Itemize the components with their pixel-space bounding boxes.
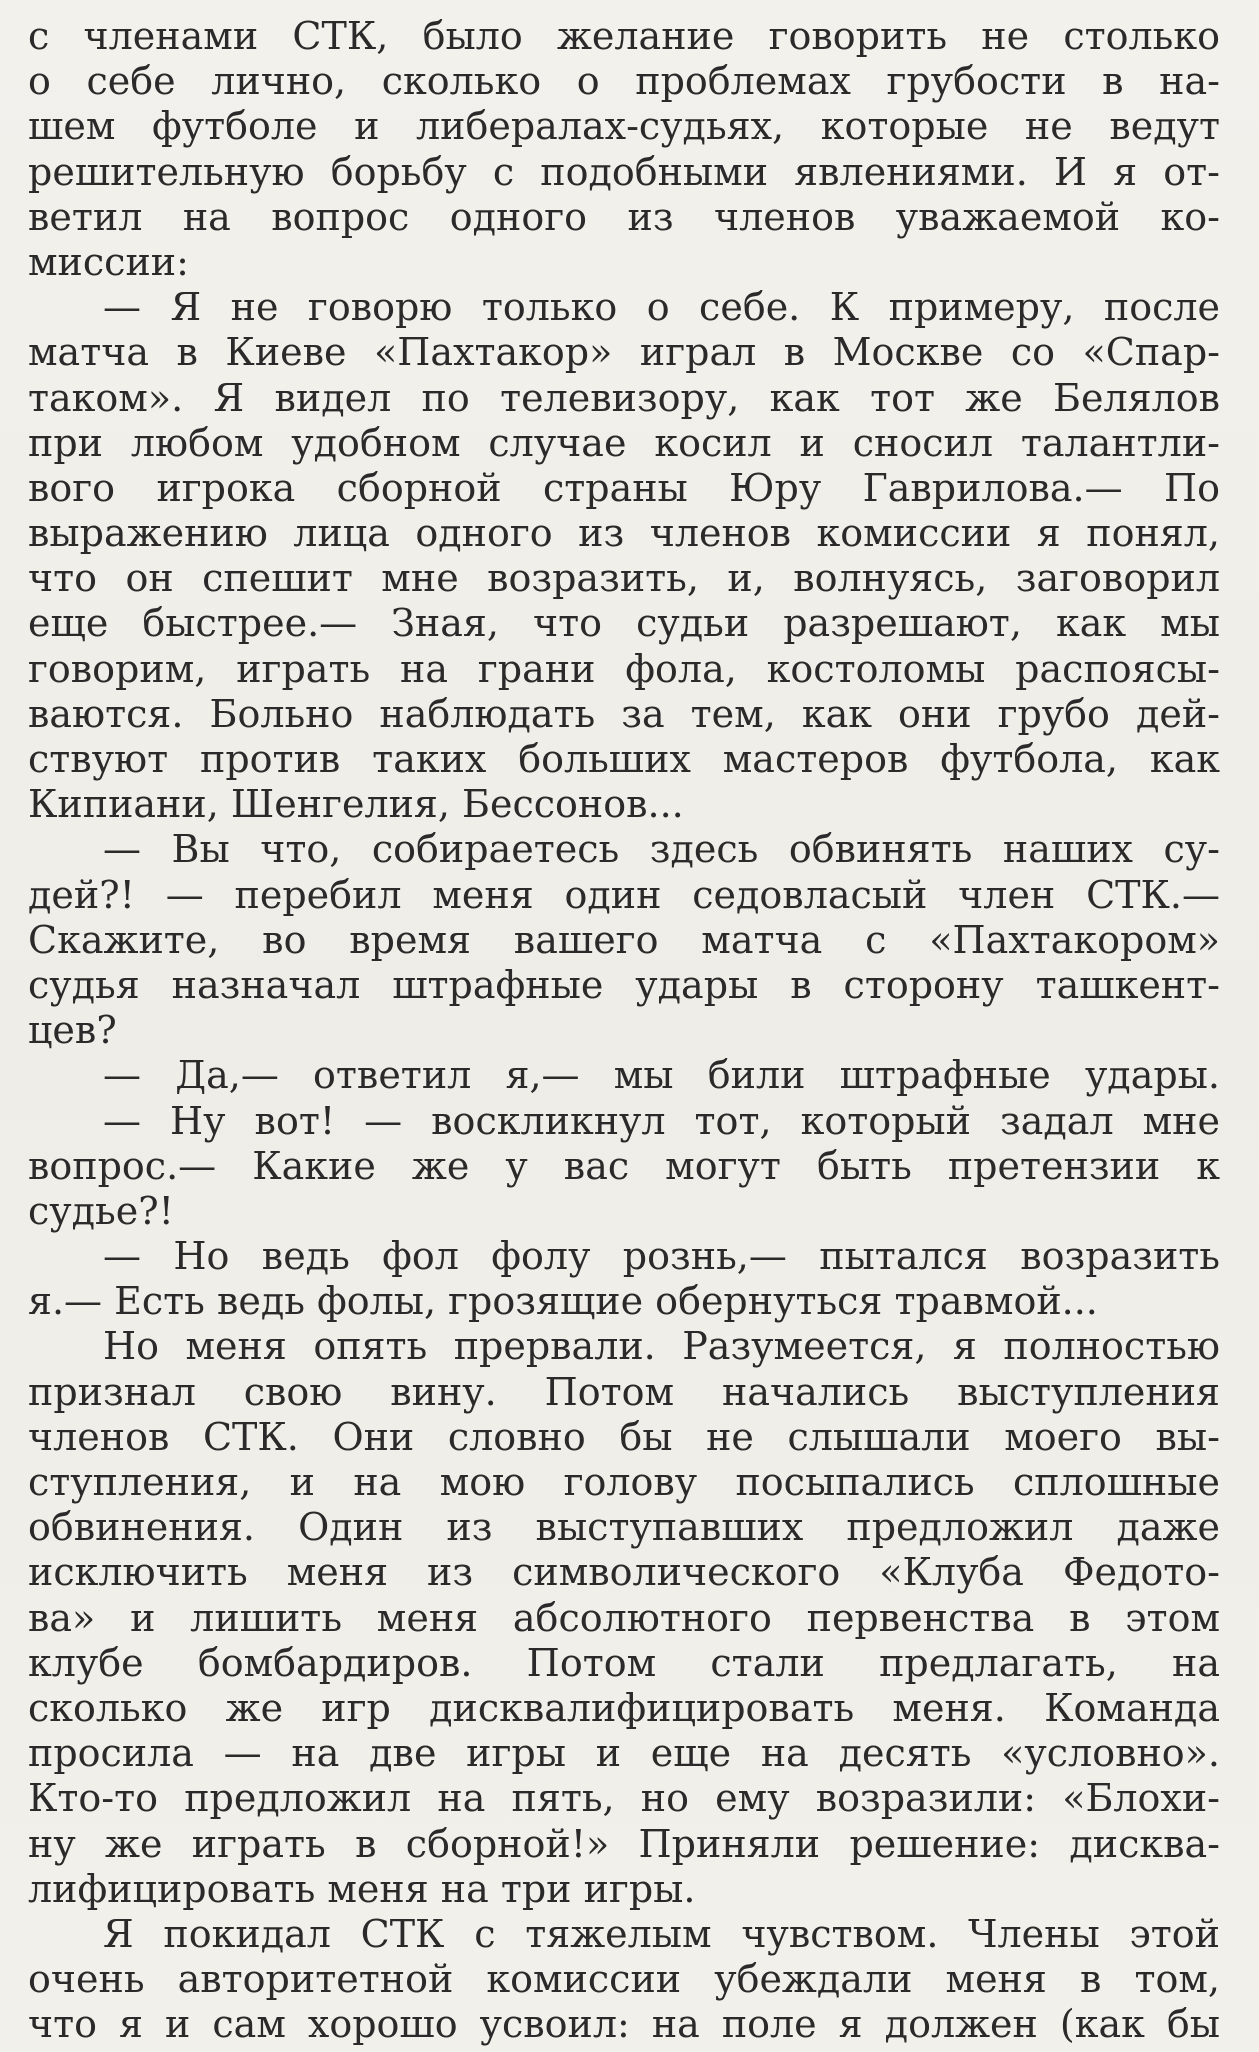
text-line: обвинения. Один из выступавших предложил даже	[28, 1505, 1220, 1550]
text-line: Но меня опять прервали. Разумеется, я полностью	[103, 1324, 1220, 1369]
text-line: вопрос.— Какие же у вас могут быть претензии к	[28, 1143, 1220, 1188]
text-line: ствуют против таких больших мастеров футбола, как	[28, 737, 1220, 781]
text-line: цев?	[28, 1008, 117, 1053]
text-line: исключить меня из символического «Клуба Федото-	[28, 1550, 1220, 1595]
text-line: еще быстрее.— Зная, что судьи разрешают, как мы	[28, 601, 1220, 646]
text-line: ну же играть в сборной!» Приняли решение: дисква-	[28, 1821, 1220, 1866]
text-line: Кто-то предложил на пять, но ему возразили: «Блохи-	[28, 1776, 1220, 1821]
text-line: судье?!	[28, 1188, 174, 1233]
text-line: выражению лица одного из членов комиссии я понял,	[28, 511, 1220, 556]
text-line: матча в Киеве «Пахтакор» играл в Москве со «Спар-	[28, 330, 1220, 375]
text-line: говорим, играть на грани фола, костоломы распоясы-	[28, 646, 1220, 691]
text-line: Я покидал СТК с тяжелым чувством. Члены этой	[103, 1911, 1220, 1956]
text-line: — Но ведь фол фолу рознь,— пытался возразить	[103, 1234, 1220, 1279]
text-line: судья назначал штрафные удары в сторону ташкент-	[28, 962, 1220, 1007]
text-line: Скажите, во время вашего матча с «Пахтакором»	[28, 917, 1220, 962]
text-line: с членами СТК, было желание говорить не столько	[28, 14, 1220, 58]
text-line: Кипиани, Шенгелия, Бессонов...	[28, 782, 684, 827]
text-line: что он спешит мне возразить, и, волнуясь, заговорил	[28, 556, 1220, 601]
text-line: шем футболе и либералах-судьях, которые не ведут	[28, 104, 1220, 149]
text-line: членов СТК. Они словно бы не слышали моего вы-	[28, 1414, 1220, 1459]
text-line: — Вы что, собираетесь здесь обвинять наших су-	[103, 827, 1220, 872]
text-line: что я и сам хорошо усвоил: на поле я должен (как бы	[28, 2002, 1220, 2047]
text-line: таком». Я видел по телевизору, как тот же Белялов	[28, 375, 1220, 420]
text-line: при любом удобном случае косил и сносил талантли-	[28, 420, 1220, 465]
text-line: лифицировать меня на три игры.	[28, 1866, 696, 1911]
text-line: ва» и лишить меня абсолютного первенства в этом	[28, 1595, 1220, 1640]
text-line: я.— Есть ведь фолы, грозящие обернуться травмой...	[28, 1279, 1098, 1324]
text-line: вого игрока сборной страны Юру Гаврилова.— По	[28, 465, 1220, 510]
text-line: признал свою вину. Потом начались выступления	[28, 1369, 1220, 1414]
text-line: ветил на вопрос одного из членов уважаемой ко-	[28, 194, 1220, 239]
text-line: — Да,— ответил я,— мы били штрафные удары.	[103, 1053, 1220, 1098]
text-line: решительную борьбу с подобными явлениями. И я от-	[28, 149, 1220, 194]
body-text	[28, 14, 1220, 2047]
text-line: — Я не говорю только о себе. К примеру, после	[103, 285, 1220, 330]
text-line: дей?! — перебил меня один седовласый член СТК.—	[28, 872, 1220, 917]
text-line: клубе бомбардиров. Потом стали предлагать, на	[28, 1640, 1220, 1685]
text-line: очень авторитетной комиссии убеждали меня в том,	[28, 1957, 1220, 2002]
text-line: — Ну вот! — воскликнул тот, который задал мне	[103, 1098, 1220, 1143]
text-line: ваются. Больно наблюдать за тем, как они грубо дей-	[28, 691, 1220, 736]
text-line: ступления, и на мою голову посыпались сплошные	[28, 1460, 1220, 1504]
text-line: о себе лично, сколько о проблемах грубости в на-	[28, 59, 1220, 104]
text-line: миссии:	[28, 239, 189, 284]
text-line: сколько же игр дисквалифицировать меня. Команда	[28, 1685, 1220, 1730]
text-line: просила — на две игры и еще на десять «условно».	[28, 1731, 1220, 1776]
